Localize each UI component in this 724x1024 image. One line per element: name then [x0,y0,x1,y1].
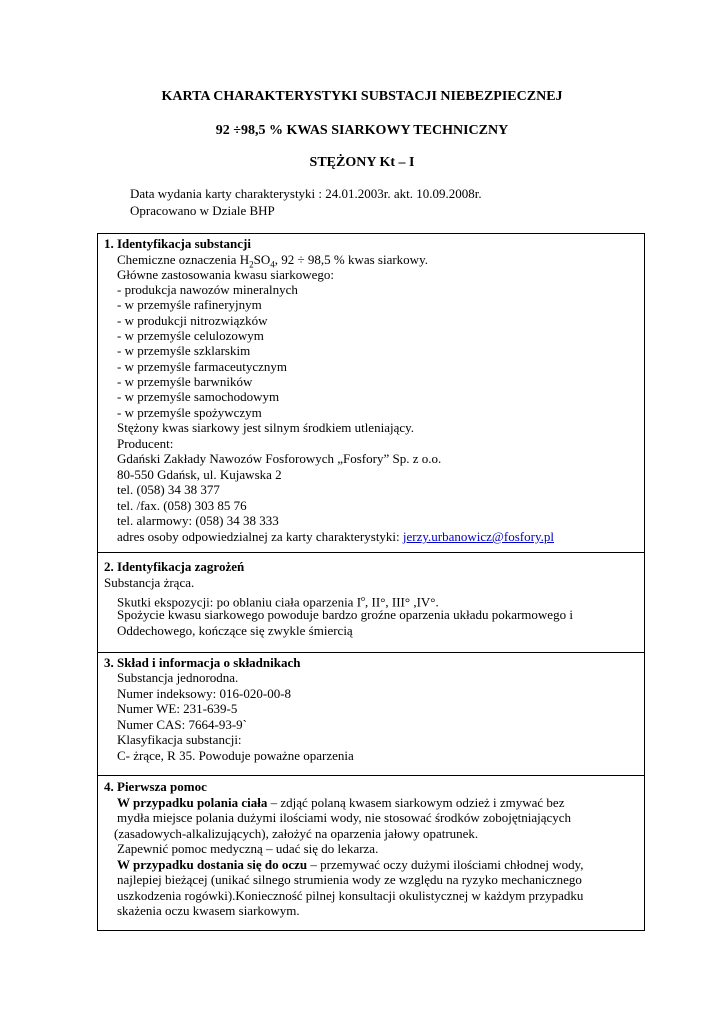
issue-date: Data wydania karty charakterystyki : 24.01.2003r. akt. 10.09.2008r. [130,186,482,201]
hazard-line: Spożycie kwasu siarkowego powoduje bardzo groźne oparzenia układu pokarmowego i [117,607,573,622]
phone: tel. (058) 34 38 377 [117,482,220,497]
first-aid-line: uszkodzenia rogówki).Konieczność pilnej konsultacji okulistycznej w każdym przypadku [117,888,584,903]
first-aid-line: W przypadku polania ciała – zdjąć polaną kwasem siarkowym odzież i zmywać bez [117,795,565,810]
first-aid-line: (zasadowych-alkalizujących), założyć na oparzenia jałowy opatrunek. [114,826,479,841]
section-first-aid [97,775,645,931]
list-item: - w przemyśle barwników [117,374,253,389]
chemical-designation: Chemiczne oznaczenia $H_2SO_4$, 92 ÷ 98,5 % kwas siarkowy. [117,252,428,270]
section-hazards [97,552,645,653]
list-item: - w przemyśle samochodowym [117,389,280,404]
producer-name: Gdański Zakłady Nawozów Fosforowych „Fosfory” Sp. z o.o. [117,451,442,466]
product-title: 92 ÷98,5 % KWAS SIARKOWY TECHNICZNY [215,123,509,138]
section-heading: 2. Identyfikacja zagrożeń [104,559,245,574]
producer-label: Producent: [117,436,174,451]
section-heading: 3. Skład i informacja o składnikach [104,655,301,670]
first-aid-line: mydła miejsce polania dużymi ilościami wody, nie stosować środków zobojętniających [117,810,572,825]
section-identification [97,233,645,553]
contact-email-link[interactable]: jerzy.urbanowicz@fosfory.pl [402,529,554,544]
alarm-phone: tel. alarmowy: (058) 34 38 333 [117,513,279,528]
first-aid-line: najlepiej bieżącej (unikać silnego strumienia wody ze względu na ryzyko mechanicznego [117,872,582,887]
hazard-line: Oddechowego, kończące się zwykle śmiercią [117,623,353,638]
list-item: - produkcja nawozów mineralnych [117,282,298,297]
hazard-line: Substancja żrąca. [104,575,195,590]
oxidizer-note: Stężony kwas siarkowy jest silnym środkiem utleniający. [117,420,415,435]
contact-line: adres osoby odpowiedzialnej za karty charakterystyki: jerzy.urbanowicz@fosfory.pl [117,529,554,544]
section-composition [97,652,645,776]
list-item: - w przemyśle szklarskim [117,343,251,358]
first-aid-line: W przypadku dostania się do oczu – przemywać oczy dużymi ilościami chłodnej wody, [117,857,584,872]
composition-line: Numer CAS: 7664-93-9` [117,717,247,732]
producer-address: 80-550 Gdańsk, ul. Kujawska 2 [117,467,282,482]
list-item: - w przemyśle rafineryjnym [117,297,262,312]
first-aid-line: skażenia oczu kwasem siarkowym. [117,903,300,918]
composition-line: C- żrące, R 35. Powoduje poważne oparzenia [117,748,354,763]
uses-intro: Główne zastosowania kwasu siarkowego: [117,267,334,282]
product-subtitle: STĘŻONY Kt – I [309,155,415,170]
section-heading: 4. Pierwsza pomoc [104,779,207,794]
list-item: - w produkcji nitrozwiązków [117,313,268,328]
list-item: - w przemyśle spożywczym [117,405,262,420]
composition-line: Numer WE: 231-639-5 [117,701,238,716]
department: Opracowano w Dziale BHP [130,203,275,218]
first-aid-line: Zapewnić pomoc medyczną – udać się do lekarza. [117,841,379,856]
composition-line: Klasyfikacja substancji: [117,732,242,747]
hazard-line: Skutki ekspozycji: po oblaniu ciała oparzenia $I^o$, II°, III° ,IV°. [117,594,439,610]
fax: tel. /fax. (058) 303 85 76 [117,498,247,513]
section-heading: 1. Identyfikacja substancji [104,236,251,251]
list-item: - w przemyśle celulozowym [117,328,264,343]
composition-line: Substancja jednorodna. [117,670,239,685]
composition-line: Numer indeksowy: 016-020-00-8 [117,686,292,701]
list-item: - w przemyśle farmaceutycznym [117,359,288,374]
document-title: KARTA CHARAKTERYSTYKI SUBSTACJI NIEBEZPIECZNEJ [161,89,563,104]
